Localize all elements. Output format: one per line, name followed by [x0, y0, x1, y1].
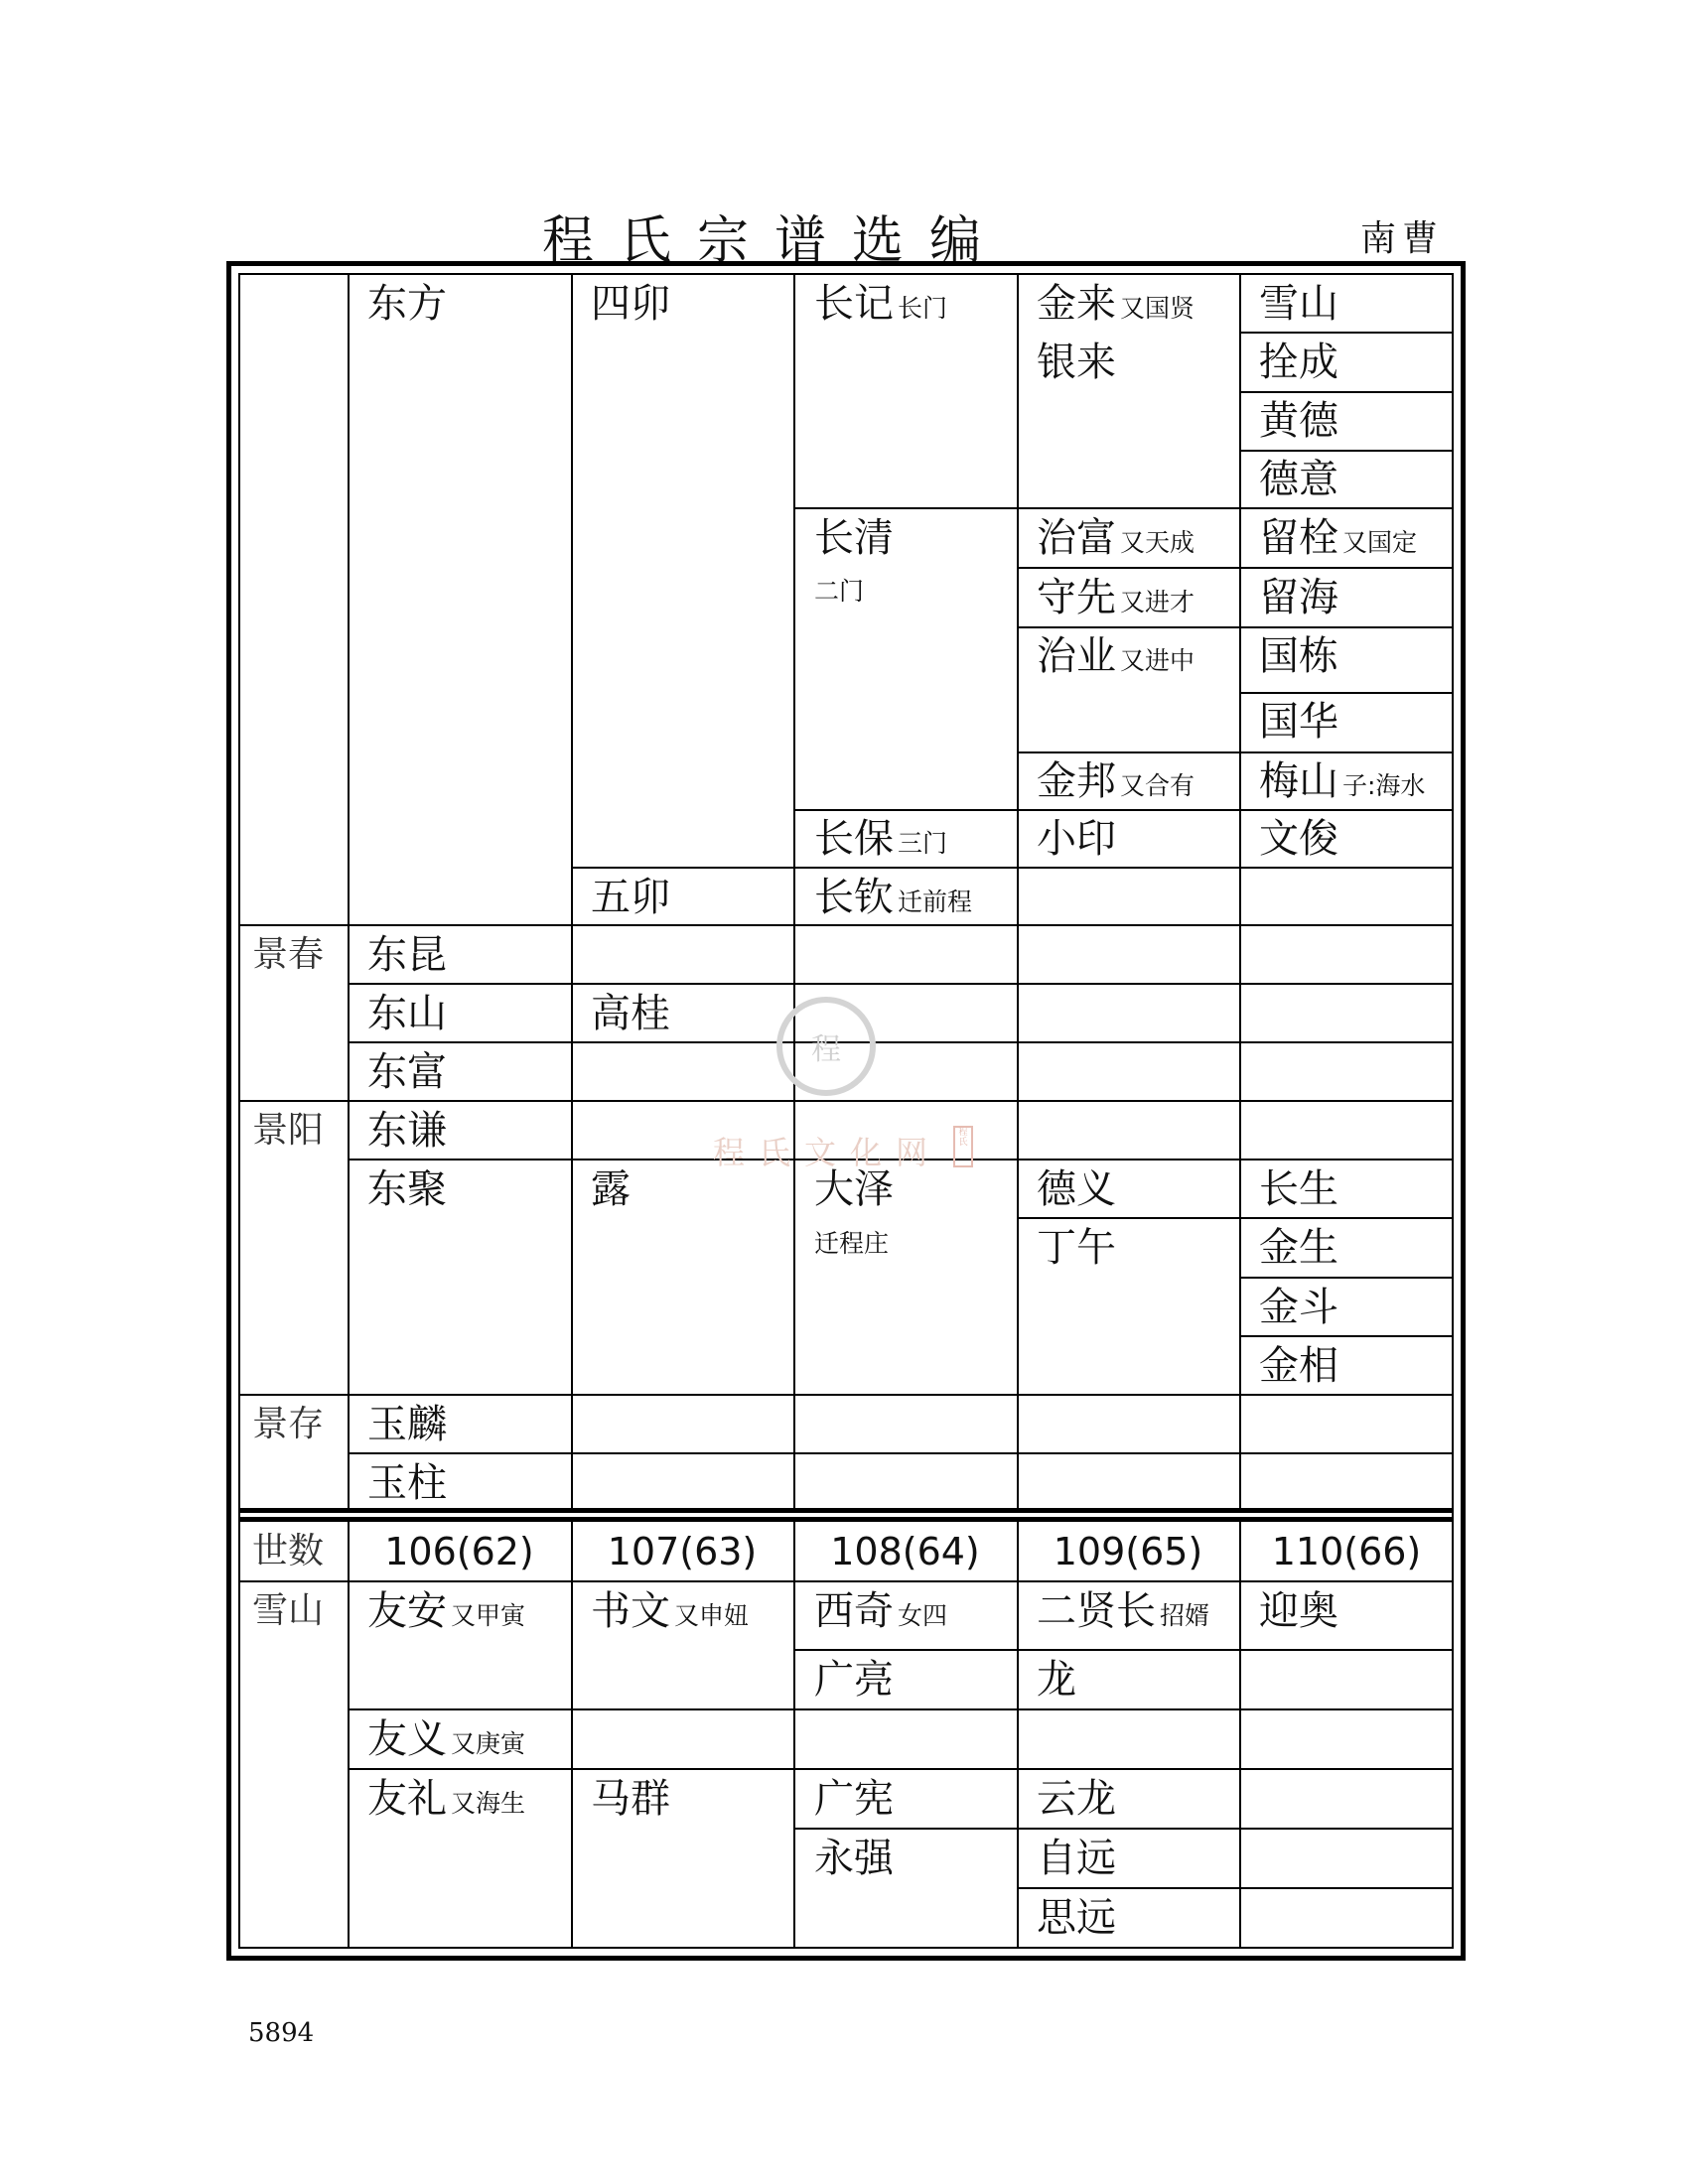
entry-note: 迁程庄: [814, 1229, 890, 1258]
entry: 留海: [1259, 575, 1338, 620]
entry: 玉麟: [367, 1402, 447, 1447]
entry: 思远: [1037, 1895, 1116, 1941]
entry-note: 子:海水: [1342, 771, 1426, 800]
entry: 国栋: [1259, 633, 1338, 679]
entry: 五卯: [591, 875, 670, 920]
entry: 大泽: [814, 1166, 894, 1212]
entry: 露: [591, 1166, 631, 1212]
entry-note: 女四: [898, 1601, 948, 1630]
row-line: [1239, 751, 1454, 753]
entry-note: 又国定: [1342, 528, 1418, 557]
row-line: [1239, 1335, 1454, 1337]
entry: 友安 又甲寅: [367, 1588, 526, 1634]
entry: 长记 长门: [814, 281, 948, 327]
entry: 德义: [1037, 1166, 1116, 1212]
row-line: [1239, 567, 1454, 569]
row-line: [1017, 626, 1239, 628]
entry: 治富 又天成: [1037, 515, 1196, 561]
entry-note: 又甲寅: [451, 1601, 526, 1630]
page-title: 程氏宗谱选编: [541, 211, 1007, 271]
col-divider: [571, 1522, 573, 1949]
row-line: [571, 867, 1454, 869]
entry-note: 又合有: [1120, 771, 1196, 800]
row-line: [238, 1100, 1454, 1102]
watermark-site-name: 程氏文化网: [713, 1134, 942, 1171]
row-line: [1239, 332, 1454, 334]
entry: 东富: [367, 1049, 447, 1095]
entry: 高桂: [591, 991, 670, 1036]
row-line: [1017, 567, 1239, 569]
row-line: [348, 983, 1454, 985]
row-line: [348, 1708, 1454, 1710]
entry-note: 又海生: [451, 1789, 526, 1818]
entry: 东山: [367, 991, 447, 1036]
entry: 迎奥: [1259, 1588, 1338, 1634]
row-line: [348, 1041, 1454, 1043]
row-line: [1239, 450, 1454, 452]
watermark-seal: 程: [776, 997, 876, 1096]
entry: 四卯: [591, 281, 670, 327]
entry: 永强: [814, 1836, 894, 1881]
generation-number: 106(62): [384, 1530, 534, 1573]
entry: 东谦: [367, 1108, 447, 1154]
branch-label: 雪山: [252, 1590, 325, 1631]
entry: 银来: [1037, 340, 1116, 385]
row-line: [793, 809, 1454, 811]
entry: 广宪: [814, 1776, 894, 1822]
entry: 小印: [1037, 816, 1116, 862]
entry: 守先 又进才: [1037, 575, 1196, 620]
row-line: [1239, 692, 1454, 694]
entry: 丁午: [1037, 1225, 1116, 1271]
entry: 长保 三门: [814, 816, 948, 862]
entry: 云龙: [1037, 1776, 1116, 1822]
entry: 长钦 迁前程: [814, 875, 973, 920]
entry: 金斗: [1259, 1285, 1338, 1330]
row-line: [348, 1452, 1454, 1454]
branch-label: 景春: [252, 934, 325, 975]
col-divider: [1017, 1522, 1019, 1949]
col-divider: [348, 273, 350, 1508]
entry: 长清: [814, 515, 894, 561]
row-line: [1239, 391, 1454, 393]
entry-note: 招婿: [1160, 1601, 1210, 1630]
watermark-stamp: 程氏: [953, 1126, 973, 1167]
entry: 梅山 子:海水: [1259, 758, 1426, 804]
row-line: [793, 1828, 1454, 1830]
entry: 拴成: [1259, 340, 1338, 385]
entry-note: 又庚寅: [451, 1729, 526, 1758]
entry: 长生: [1259, 1166, 1338, 1212]
row-line: [1239, 1277, 1454, 1279]
col-divider: [1239, 1522, 1241, 1949]
entry: 金来 又国贤: [1037, 281, 1196, 327]
entry: 黄德: [1259, 398, 1338, 444]
col-divider: [793, 1522, 795, 1949]
entry-note: 又天成: [1120, 528, 1196, 557]
entry: 治业 又进中: [1037, 633, 1196, 679]
entry: 金生: [1259, 1225, 1338, 1271]
entry: 金相: [1259, 1343, 1338, 1389]
entry: 东聚: [367, 1166, 447, 1212]
entry-note: 又申妞: [674, 1601, 750, 1630]
col-divider: [1017, 273, 1019, 1508]
entry-note: 又进中: [1120, 646, 1196, 675]
row-line: [238, 924, 1454, 926]
entry: 友义 又庚寅: [367, 1716, 526, 1762]
entry-note: 二门: [814, 577, 865, 606]
entry: 马群: [591, 1776, 670, 1822]
row-line: [238, 1580, 1454, 1582]
page-number: 5894: [248, 2018, 315, 2048]
generation-number: 107(63): [607, 1530, 758, 1573]
entry-note: 又进才: [1120, 588, 1196, 616]
entry: 友礼 又海生: [367, 1776, 526, 1822]
row-line: [1017, 1887, 1454, 1889]
row-line: [238, 1394, 1454, 1396]
generation-label: 世数: [252, 1531, 325, 1571]
row-line: [1017, 1217, 1454, 1219]
entry: 二贤长 招婿: [1037, 1588, 1210, 1634]
branch-label: 景阳: [252, 1110, 325, 1151]
entry: 东昆: [367, 932, 447, 978]
entry: 德意: [1259, 457, 1338, 502]
entry: 雪山: [1259, 281, 1338, 327]
entry: 西奇 女四: [814, 1588, 948, 1634]
entry: 金邦 又合有: [1037, 758, 1196, 804]
generation-number: 108(64): [830, 1530, 980, 1573]
branch-label: 景存: [252, 1404, 325, 1444]
entry: 龙: [1037, 1657, 1076, 1703]
entry: 玉柱: [367, 1460, 447, 1506]
entry-note: 三门: [898, 829, 948, 858]
generation-number: 110(66): [1271, 1530, 1422, 1573]
entry: 留栓 又国定: [1259, 515, 1418, 561]
entry: 文俊: [1259, 816, 1338, 862]
entry: 广亮: [814, 1657, 894, 1703]
entry-note: 迁前程: [898, 887, 973, 916]
entry: 自远: [1037, 1836, 1116, 1881]
entry-note: 长门: [898, 294, 948, 323]
region-label: 南曹: [1360, 218, 1445, 259]
row-line: [793, 507, 1454, 509]
row-line: [1017, 751, 1239, 753]
entry-note: 又国贤: [1120, 294, 1196, 323]
entry: 国华: [1259, 699, 1338, 745]
generation-number: 109(65): [1053, 1530, 1203, 1573]
section-separator: [238, 1517, 1454, 1522]
section-separator: [238, 1508, 1454, 1513]
entry: 书文 又申妞: [591, 1588, 750, 1634]
entry: 东方: [367, 281, 447, 327]
col-divider: [1239, 273, 1241, 1508]
row-line: [1239, 626, 1454, 628]
col-divider: [348, 1522, 350, 1949]
col-divider: [571, 273, 573, 1508]
row-line: [348, 1768, 1454, 1770]
row-line: [793, 1649, 1454, 1651]
col-divider: [793, 273, 795, 1508]
